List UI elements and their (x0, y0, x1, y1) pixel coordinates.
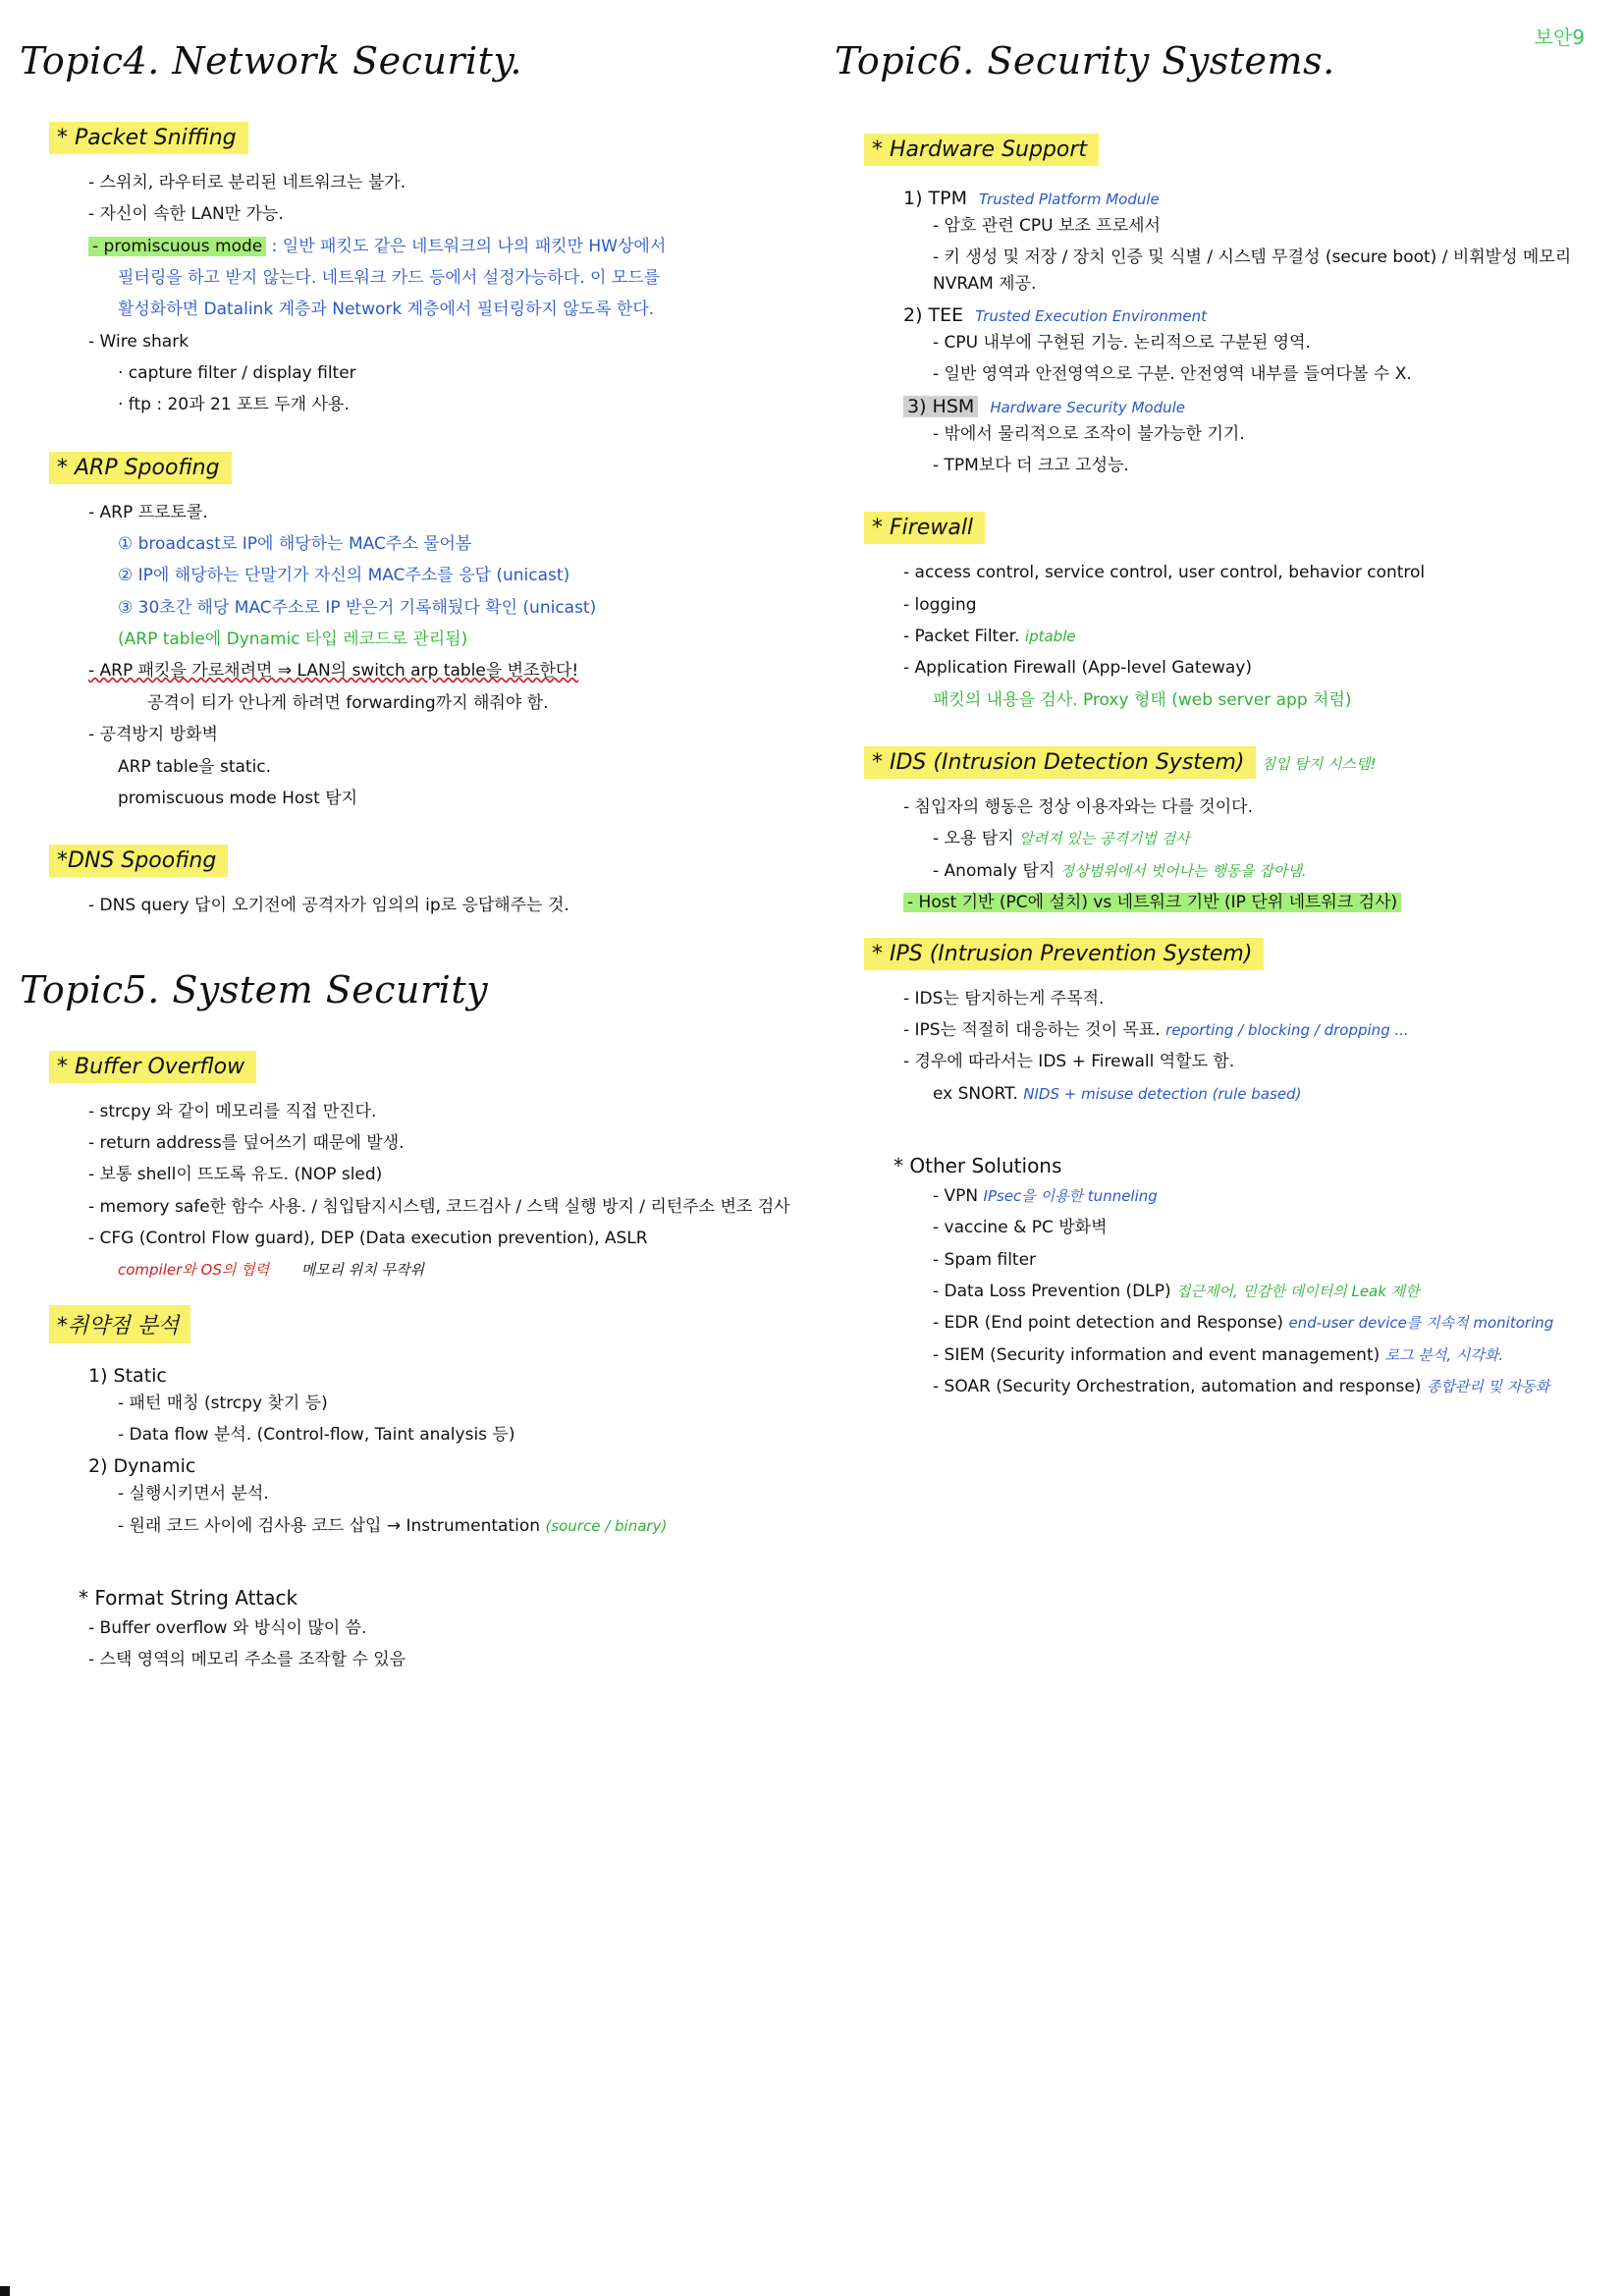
soar-line (933, 1374, 1610, 1399)
hardware-support-section (835, 134, 1610, 478)
buffer-overflow-item-1: - strcpy 와 같이 메모리를 직접 만진다. (88, 1101, 377, 1121)
promiscuous-mode-line (88, 234, 795, 259)
buffer-overflow-heading: * Buffer Overflow (49, 1051, 256, 1083)
tee-item-1: - CPU 내부에 구현된 기능. 논리적으로 구분된 영역. (933, 333, 1311, 354)
arp-step-note: (ARP table에 Dynamic 타입 레코드로 관리됨) (118, 629, 468, 650)
tpm-item-2: - 키 생성 및 저장 / 장치 인증 및 식별 / 시스템 무결성 (secure boot) / 비휘발성 메모리 NVRAM 제공. (933, 247, 1572, 294)
siem-note: 로그 분석, 시각화. (1384, 1345, 1504, 1364)
ips-example-line (933, 1081, 1610, 1107)
packet-filter-note: iptable (1024, 628, 1076, 646)
left-column (20, 39, 795, 1695)
firewall-item-2: - logging (903, 594, 977, 615)
format-string-item-2: - 스택 영역의 메모리 주소를 조작할 수 있음 (88, 1650, 406, 1670)
other-item-2: - Spam filter (933, 1249, 1037, 1270)
vuln-analysis-heading: *취약점 분석 (49, 1305, 190, 1343)
wireshark-item-2: · ftp : 20과 21 포트 두개 사용. (118, 395, 350, 415)
firewall-item-1: - access control, service control, user control, behavior control (903, 563, 1426, 583)
vpn-note: IPsec을 이용한 tunneling (983, 1186, 1158, 1205)
ids-heading: * IDS (Intrusion Detection System) (864, 746, 1256, 779)
packet-sniffing-item-2: - 자신이 속한 LAN만 가능. (88, 204, 284, 225)
buffer-overflow-notes (118, 1257, 795, 1283)
ids-host-network-text: - Host 기반 (PC에 설치) vs 네트워크 기반 (IP 단위 네트워크 검사) (903, 893, 1401, 912)
dynamic-item-2-text: - 원래 코드 사이에 검사용 코드 삽입 → Instrumentation (118, 1515, 541, 1536)
buffer-overflow-cfg-line: - CFG (Control Flow guard), DEP (Data execution prevention), ASLR (88, 1228, 648, 1248)
buffer-overflow-item-2: - return address를 덮어쓰기 때문에 발생. (88, 1132, 405, 1153)
arp-step-1: ① broadcast로 IP에 해당하는 MAC주소 물어봄 (118, 534, 472, 555)
buffer-overflow-item-3: - 보통 shell이 뜨도록 유도. (NOP sled) (88, 1165, 383, 1185)
tee-en: Trusted Execution Environment (975, 307, 1208, 326)
soar-label: - SOAR (Security Orchestration, automation and response) (933, 1376, 1422, 1396)
dynamic-item-1: - 실행시키면서 분석. (118, 1484, 269, 1504)
page-corner-mark (0, 2286, 10, 2296)
promiscuous-mode-desc-2: 필터링을 하고 받지 않는다. 네트워크 카드 등에서 설정가능하다. 이 모드를 (118, 268, 661, 289)
dlp-note: 접근제어, 민감한 데이터의 Leak 제한 (1176, 1282, 1420, 1300)
dynamic-title: 2) Dynamic (88, 1455, 196, 1478)
siem-line (933, 1342, 1610, 1368)
other-item-1: - vaccine & PC 방화벽 (933, 1218, 1108, 1238)
vuln-analysis-section (20, 1305, 795, 1539)
siem-label: - SIEM (Security information and event management) (933, 1344, 1380, 1365)
ips-heading: * IPS (Intrusion Prevention System) (864, 938, 1264, 970)
dynamic-item-2 (118, 1513, 795, 1539)
edr-note: end-user device를 지속적 monitoring (1288, 1314, 1554, 1333)
arp-defense-title: 방화벽 (169, 725, 218, 745)
ids-item-1: - 침입자의 행동은 정상 이용자와는 다를 것이다. (903, 797, 1253, 818)
app-firewall-note: 패킷의 내용을 검사. Proxy 형태 (web server app 처럼) (933, 689, 1352, 710)
hardware-support-heading: * Hardware Support (864, 134, 1099, 166)
ids-misuse-line (933, 826, 1610, 851)
ips-note: reporting / blocking / dropping ... (1165, 1020, 1409, 1039)
ips-example-note: NIDS + misuse detection (rule based) (1023, 1084, 1302, 1103)
soar-note: 종합관리 및 자동화 (1426, 1377, 1550, 1395)
arp-step-3: ③ 30초간 해당 MAC주소로 IP 받은거 기록해뒀다 확인 (unicast) (118, 597, 597, 618)
dlp-label: - Data Loss Prevention (DLP) (933, 1281, 1171, 1301)
arp-protocol-label: - ARP 프로토콜. (88, 502, 208, 522)
arp-defense-item-1: ARP table을 static. (118, 756, 272, 777)
ids-section (835, 746, 1610, 915)
cfg-note: compiler와 OS의 협력 (118, 1261, 270, 1280)
packet-sniffing-item-1: - 스위치, 라우터로 분리된 네트워크는 불가. (88, 173, 406, 192)
arp-attack-text: - ARP 패킷을 가로채려면 ⇒ LAN의 switch arp table을 변조한다! (88, 661, 579, 682)
arp-spoofing-section (20, 452, 795, 811)
hsm-en: Hardware Security Module (990, 398, 1186, 416)
wireshark-label: - Wire shark (88, 331, 189, 352)
aslr-note: 메모리 위치 무작위 (300, 1261, 425, 1280)
wireshark-item-1: · capture filter / display filter (118, 363, 356, 384)
other-solutions-section (835, 1154, 1610, 1399)
hsm-item-2: - TPM보다 더 크고 고성능. (933, 456, 1129, 476)
ids-heading-note: 침입 탐지 시스템! (1261, 755, 1377, 774)
hsm-title-line (903, 396, 1610, 417)
topic6-title: Topic6. Security Systems. (835, 39, 1335, 82)
app-firewall-line: - Application Firewall (App-level Gateway) (903, 658, 1252, 679)
firewall-heading: * Firewall (864, 512, 985, 544)
format-string-item-1: - Buffer overflow 와 방식이 많이 씀. (88, 1617, 367, 1638)
hsm-item-1: - 밖에서 물리적으로 조작이 불가능한 기기. (933, 423, 1245, 444)
arp-defense-line (88, 722, 795, 747)
tpm-title: 1) TPM (903, 188, 967, 209)
tee-item-2: - 일반 영역과 안전영역으로 구분. 안전영역 내부를 들여다볼 수 X. (933, 364, 1412, 385)
packet-filter-label: - Packet Filter. (903, 627, 1020, 647)
packet-filter-line (903, 624, 1610, 649)
hsm-title: 3) HSM (903, 396, 978, 417)
promiscuous-mode-desc-1: : 일반 패킷도 같은 네트워크의 나의 패킷만 HW상에서 (271, 236, 667, 256)
static-item-1: - 패턴 매칭 (strcpy 찾기 등) (118, 1393, 328, 1413)
firewall-section (835, 512, 1610, 713)
arp-attack-note: 공격이 티가 안나게 하려면 forwarding까지 해줘야 함. (147, 692, 549, 713)
promiscuous-mode-label: - promiscuous mode (88, 237, 266, 256)
format-string-section (20, 1586, 795, 1673)
ips-item-1: - IDS는 탐지하는게 주목적. (903, 988, 1105, 1009)
tpm-en: Trusted Platform Module (979, 191, 1160, 208)
arp-spoofing-heading: * ARP Spoofing (49, 452, 232, 484)
topic4-title: Topic4. Network Security. (20, 39, 522, 82)
ids-heading-line (835, 746, 1610, 793)
edr-line (933, 1310, 1610, 1336)
packet-sniffing-section (20, 122, 795, 418)
dns-spoofing-section (20, 845, 795, 918)
promiscuous-mode-desc-3: 활성화하면 Datalink 계층과 Network 계층에서 필터링하지 않도록 한다. (118, 300, 655, 320)
arp-defense-label: - 공격방지 (88, 725, 165, 745)
ids-anomaly-label: - Anomaly 탐지 (933, 860, 1056, 881)
packet-sniffing-heading: * Packet Sniffing (49, 122, 248, 154)
vpn-label: - VPN (933, 1185, 979, 1206)
topic5-title: Topic5. System Security (20, 967, 489, 1011)
buffer-overflow-item-4: - memory safe한 함수 사용. / 침입탐지시스템, 코드검사 / 스택 실행 방지 / 리턴주소 변조 검사 (88, 1196, 790, 1217)
dns-spoofing-heading: *DNS Spoofing (49, 845, 228, 877)
dlp-line (933, 1279, 1610, 1304)
ids-host-network (903, 890, 1610, 915)
ids-misuse-note: 알려져 있는 공격기법 검사 (1019, 830, 1190, 848)
tpm-item-1: - 암호 관련 CPU 보조 프로세서 (933, 216, 1161, 236)
arp-step-2: ② IP에 해당하는 단말기가 자신의 MAC주소를 응답 (unicast) (118, 566, 570, 586)
static-title: 1) Static (88, 1364, 167, 1387)
format-string-heading: * Format String Attack (79, 1585, 298, 1610)
static-item-2: - Data flow 분석. (Control-flow, Taint analysis 등) (118, 1424, 515, 1445)
ips-item-2-line (903, 1017, 1610, 1043)
tee-title-line (903, 304, 1610, 326)
arp-attack-line (88, 658, 795, 683)
page-corner-note: 보안9 (1534, 26, 1585, 49)
instrumentation-note: (source / binary) (545, 1516, 668, 1535)
ips-item-2: - IPS는 적절히 대응하는 것이 목표. (903, 1019, 1161, 1040)
arp-defense-item-2: promiscuous mode Host 탐지 (118, 788, 358, 808)
ids-anomaly-note: 정상범위에서 벗어나는 행동을 잡아냄. (1059, 861, 1307, 880)
dns-spoofing-item-1: - DNS query 답이 오기전에 공격자가 임의의 ip로 응답해주는 것. (88, 896, 569, 916)
ids-anomaly-line (933, 858, 1610, 884)
right-column (835, 39, 1610, 1421)
edr-label: - EDR (End point detection and Response) (933, 1313, 1284, 1334)
ips-section (835, 938, 1610, 1107)
other-solutions-heading: * Other Solutions (893, 1153, 1062, 1177)
buffer-overflow-section (20, 1051, 795, 1284)
ids-misuse-label: - 오용 탐지 (933, 829, 1014, 849)
tpm-title-line (903, 188, 1610, 209)
ips-combo: - 경우에 따라서는 IDS + Firewall 역할도 함. (903, 1052, 1235, 1072)
ips-example: ex SNORT. (933, 1083, 1018, 1104)
vpn-line (933, 1183, 1610, 1209)
tee-title: 2) TEE (903, 304, 964, 327)
